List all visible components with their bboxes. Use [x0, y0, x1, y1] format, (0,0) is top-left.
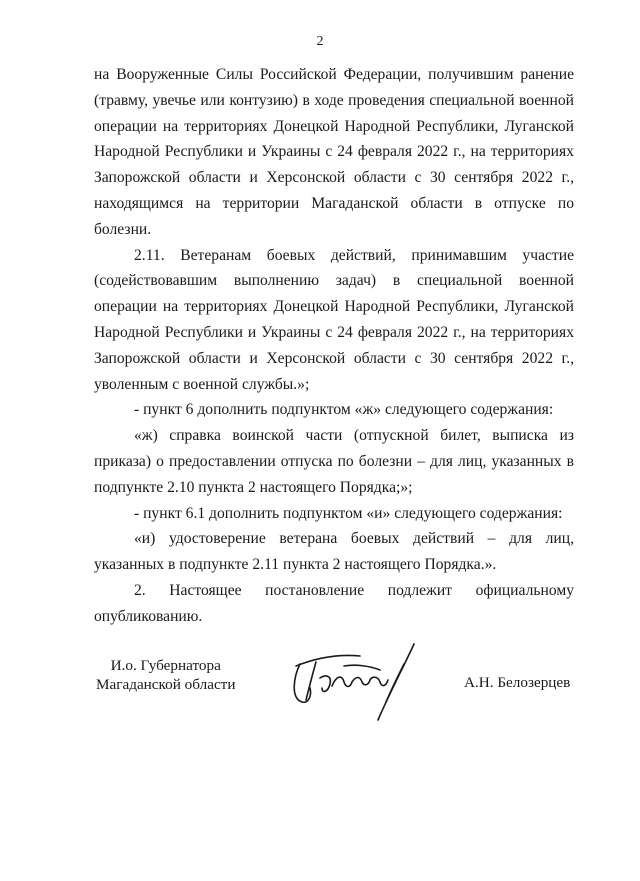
paragraph-subitem-i: «и) удостоверение ветерана боевых действий – для лиц, указанных в подпункте 2.11 пункта 2 настоящего Порядка.».: [94, 530, 574, 574]
paragraph-continuation: на Вооруженные Силы Российской Федерации, получившим ранение (травму, увечье или контузию) в ходе проведения специальной военной операции на территориях Донецкой Народной Республики, Луганской Народной Республики и Украины с 24 февраля 2022 г., на территориях Запорожской области и Херсонской области с 30 сентября 2022 г., находящимся на территории Магаданской области в отпуске по болезни.: [94, 66, 574, 238]
paragraph-item-6-1: - пункт 6.1 дополнить подпунктом «и» следующего содержания:: [134, 504, 563, 522]
signatory-title: [96, 656, 235, 694]
signatory-title-line1: И.о. Губернатора: [110, 657, 221, 674]
paragraph-subitem-zh: «ж) справка воинской части (отпускной билет, выписка из приказа) о предоставлении отпуска по болезни – для лиц, указанных в подпункте 2.10 пункта 2 настоящего Порядка;»;: [94, 427, 574, 496]
paragraph-2-11: 2.11. Ветеранам боевых действий, принимавшим участие (содействовавшим выполнению задач) в специальной военной операции на территориях Донецкой Народной Республики, Луганской Народной Республики и Украины с 24 февраля 2022 г., на территориях Запорожской области и Херсонской области с 30 сентября 2022 г., уволенным с военной службы.»;: [94, 246, 574, 393]
signatory-name: А.Н. Белозерцев: [464, 674, 571, 691]
page-number: 2: [316, 34, 324, 49]
handwritten-signature: [286, 636, 426, 726]
paragraph-publication: 2. Настоящее постановление подлежит официальному опубликованию.: [94, 581, 574, 625]
signatory-title-line2: Магаданской области: [96, 676, 236, 693]
paragraph-item-6: - пункт 6 дополнить подпунктом «ж» следующего содержания:: [134, 401, 554, 419]
document-body: [94, 62, 574, 630]
